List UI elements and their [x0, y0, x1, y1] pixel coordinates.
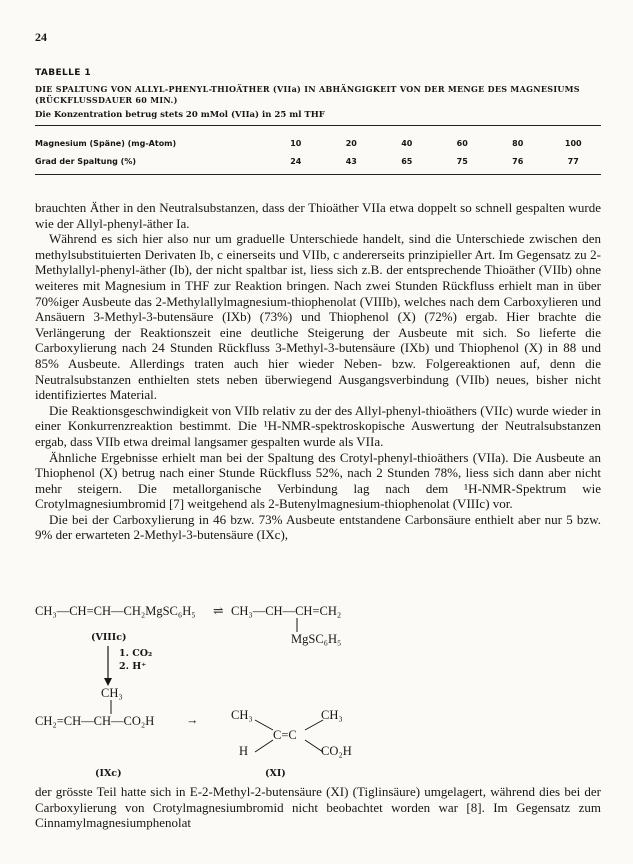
paragraph: Während es sich hier also nur um graduelle Unterschiede handelt, sind die Unterschiede zwischen den methylsubstituierten Derivaten Ib, c einerseits und VIIb, c andererseits prinzipieller Art. Im Gegensatz zu 2-Methylallyl-phenyl-äther (Ib), der nicht spaltbar ist, liess sich z.B. der entsprechende Thioäther (VIIb) ohne weiteres mit Magnesium in THF zur Reaktion bringen. Nach zwei Stunden Rückfluss erhielt man in über 70%iger Ausbeute das 2-Methylallylmagnesium-thiophenolat (VIIIb), welches nach dem Carboxylieren und Ansäuern 3-Methyl-3-butensäure (IXb) (73%) und Thiophenol (X) (72%) ergab. Hier brachte die Verlängerung der Reaktionszeit eine deutliche Steigerung der Ausbeute mit sich. So lieferte die Carboxylierung nach 24 Stunden Rückfluss 3-Methyl-3-butensäure (IXb) und Thiophenol (X) in 88 und 85% Ausbeute. Allerdings traten auch hier wieder Neben- bzw. Folgereaktionen auf, denn die Neutralsubstanzen enthielten stets neben überwiegend Ausgangsverbindung (VIIb) neues, bisher nicht identifiziertes Material. — [35, 231, 601, 403]
table-cell: 43 — [345, 156, 357, 166]
row-label: Magnesium (Späne) (mg-Atom) — [35, 138, 177, 148]
reaction-scheme — [35, 604, 601, 784]
isomer-formula: CH₃—CH—CH=CH₂ — [231, 604, 342, 618]
table-bottom-rule — [35, 174, 601, 175]
table-cell: 20 — [345, 138, 357, 148]
table-condition: Die Konzentration betrug stets 20 mMol (VIIa) in 25 ml THF — [35, 110, 601, 126]
xi-double-bond: C=C — [273, 728, 297, 742]
reagent-step-1: 1. CO₂ — [119, 648, 153, 659]
reaction-arrow: → — [186, 713, 199, 727]
table-row — [35, 134, 601, 152]
paragraph: der grösste Teil hatte sich in E-2-Methyl-2-butensäure (XI) (Tiglinsäure) umgelagert, während dies bei der Carboxylierung von Crotylmagnesiumbromid nicht beobachtet worden war [8]. Im Gegensatz zum Cinnamylmagnesiumphenolat — [35, 784, 601, 831]
table-cell: 10 — [290, 138, 302, 148]
results-table — [35, 68, 601, 175]
table-cell: 40 — [401, 138, 413, 148]
crotyl-grignard-formula: CH₃—CH=CH—CH₂MgSC₆H₅ — [35, 604, 196, 618]
paragraph: Ähnliche Ergebnisse erhielt man bei der Spaltung des Crotyl-phenyl-thioäthers (VIIa). Die Ausbeute an Thiophenol (X) betrug nach einer Stunde Rückfluss 52%, nach 2 Stunden 78%, liess sich dann aber nicht mehr steigern. Die metallorganische Verbindung lag nach dem ¹H-NMR-Spektrum wie Crotylmagnesiumbromid [7] weitgehend als 2-Butenylmagnesium-thiophenolat (VIIIc) vor. — [35, 449, 601, 512]
body-text — [35, 200, 601, 543]
compound-label: (XI) — [265, 768, 286, 779]
compound-label: (VIIIc) — [91, 632, 127, 643]
paragraph: Die bei der Carboxylierung in 46 bzw. 73% Ausbeute entstandene Carbonsäure enthielt aber nur 5 bzw. 9% der erwarteten 2-Methyl-3-butensäure (IXc), — [35, 511, 601, 543]
closing-text — [35, 784, 601, 831]
table-cell: 65 — [401, 156, 413, 166]
table-cell: 24 — [290, 156, 302, 166]
table-cell: 77 — [567, 156, 579, 166]
table-cell: 80 — [512, 138, 524, 148]
page-number: 24 — [35, 30, 47, 44]
isomer-substituent: MgSC₆H₅ — [291, 632, 342, 646]
table-cell: 76 — [512, 156, 524, 166]
methyl-group: CH₃ — [101, 686, 123, 700]
paragraph: brauchten Äther in den Neutralsubstanzen, dass der Thioäther VIIa etwa doppelt so schnell gespalten wurde wie der Allyl-phenyl-äther Ia. — [35, 200, 601, 231]
table-title: DIE SPALTUNG VON ALLYL-PHENYL-THIOÄTHER (VIIa) IN ABHÄNGIGKEIT VON DER MENGE DES MAGNESIUMS (RÜCKFLUSSDAUER 60 MIN.) — [35, 84, 580, 105]
table-body — [35, 134, 601, 170]
acid-formula: CH₂=CH—CH—CO₂H — [35, 714, 155, 728]
paragraph: Die Reaktionsgeschwindigkeit von VIIb relativ zu der des Allyl-phenyl-thioäthers (VIIc) wurde wieder in einer Konkurrenzreaktion bestimmt. Die ¹H-NMR-spektroskopische Auswertung der Neutralsubstanzen ergab, dass VIIb etwa dreimal langsamer gespalten wurde als VIIa. — [35, 402, 601, 449]
compound-label: (IXc) — [95, 768, 122, 779]
table-row — [35, 152, 601, 170]
table-label: TABELLE 1 — [35, 68, 92, 78]
table-cell: 75 — [456, 156, 468, 166]
xi-methyl-right: CH₃ — [321, 708, 343, 722]
xi-methyl-left: CH₃ — [231, 708, 253, 722]
row-label: Grad der Spaltung (%) — [35, 156, 136, 166]
reagent-step-2: 2. H⁺ — [119, 661, 147, 672]
table-cell: 60 — [456, 138, 468, 148]
table-cell: 100 — [564, 138, 582, 148]
xi-carboxyl: CO₂H — [321, 744, 352, 758]
xi-hydrogen: H — [239, 744, 249, 758]
equilibrium-arrow: ⇌ — [213, 604, 224, 618]
